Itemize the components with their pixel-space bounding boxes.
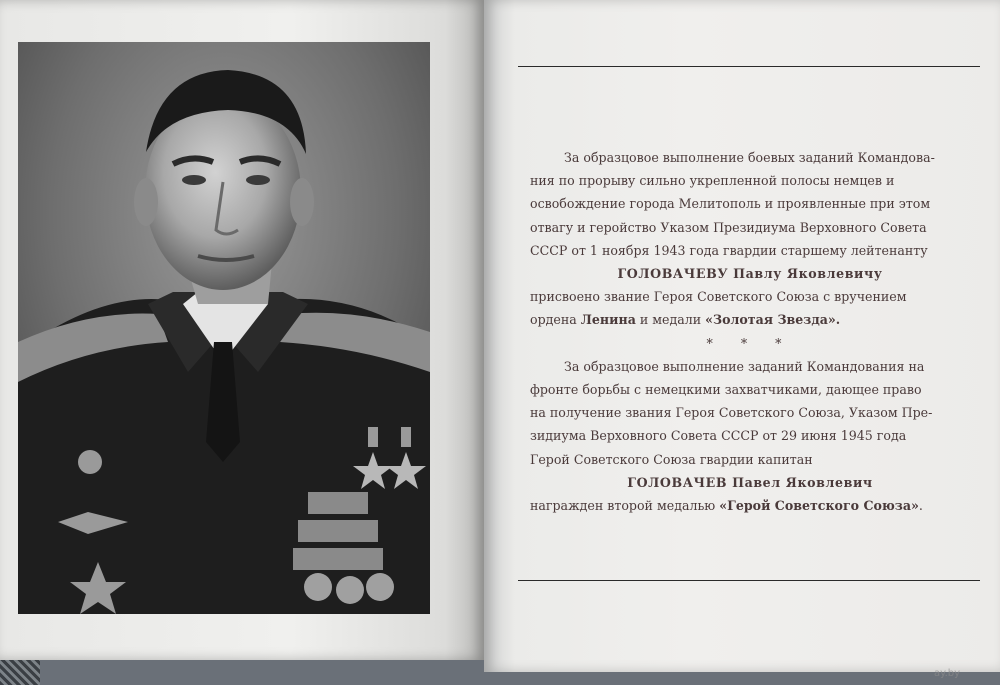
- para3-line3: на получение звания Героя Советского Союза, Указом Пре-: [530, 405, 933, 421]
- para1-line1: За образцовое выполнение боевых заданий Командова-: [564, 150, 935, 165]
- para2-text-c: и медали: [635, 312, 706, 328]
- para1-line5: СССР от 1 ноября 1943 года гвардии старшему лейтенанту: [530, 242, 928, 258]
- para3-line5: Герой Советского Союза гвардии капитан: [530, 451, 813, 467]
- para3-line4: зидиума Верховного Совета СССР от 29 июня 1945 года: [530, 428, 907, 444]
- section-separator: * * *: [706, 335, 794, 351]
- award-text: [530, 146, 970, 517]
- para1-line4: отвагу и геройство Указом Президиума Верховного Совета: [530, 219, 927, 235]
- portrait-illustration: [18, 42, 430, 614]
- para1-line3: освобождение города Мелитополь и проявленные при этом: [530, 196, 931, 212]
- portrait-photo: [18, 42, 430, 614]
- para2-text-a: ордена: [530, 312, 581, 328]
- para2-line2: [530, 308, 970, 331]
- para4-period: .: [918, 498, 923, 514]
- top-rule: [518, 66, 980, 67]
- para3-line1: За образцовое выполнение заданий Командования на: [564, 358, 925, 374]
- para4: [530, 494, 970, 517]
- hero-name-1: ГОЛОВАЧЕВУ Павлу Яковлевичу: [617, 266, 883, 282]
- left-page: [0, 0, 484, 660]
- para3-line2: фронте борьбы с немецкими захватчиками, дающее право: [530, 382, 922, 398]
- para1-line2: ния по прорыву сильно укрепленной полосы немцев и: [530, 173, 895, 189]
- hero-medal-name: «Герой Советского Союза»: [719, 498, 919, 514]
- order-lenin: Ленина: [580, 312, 636, 328]
- hero-name-2: ГОЛОВАЧЕВ Павел Яковлевич: [627, 474, 873, 490]
- watermark: ay.by: [934, 668, 961, 679]
- para4-text-a: награжден второй медалью: [530, 498, 720, 514]
- para2-line1: присвоено звание Героя Советского Союза с вручением: [530, 289, 907, 305]
- gold-star-medal: «Золотая Звезда».: [705, 312, 841, 328]
- bottom-rule: [518, 580, 980, 581]
